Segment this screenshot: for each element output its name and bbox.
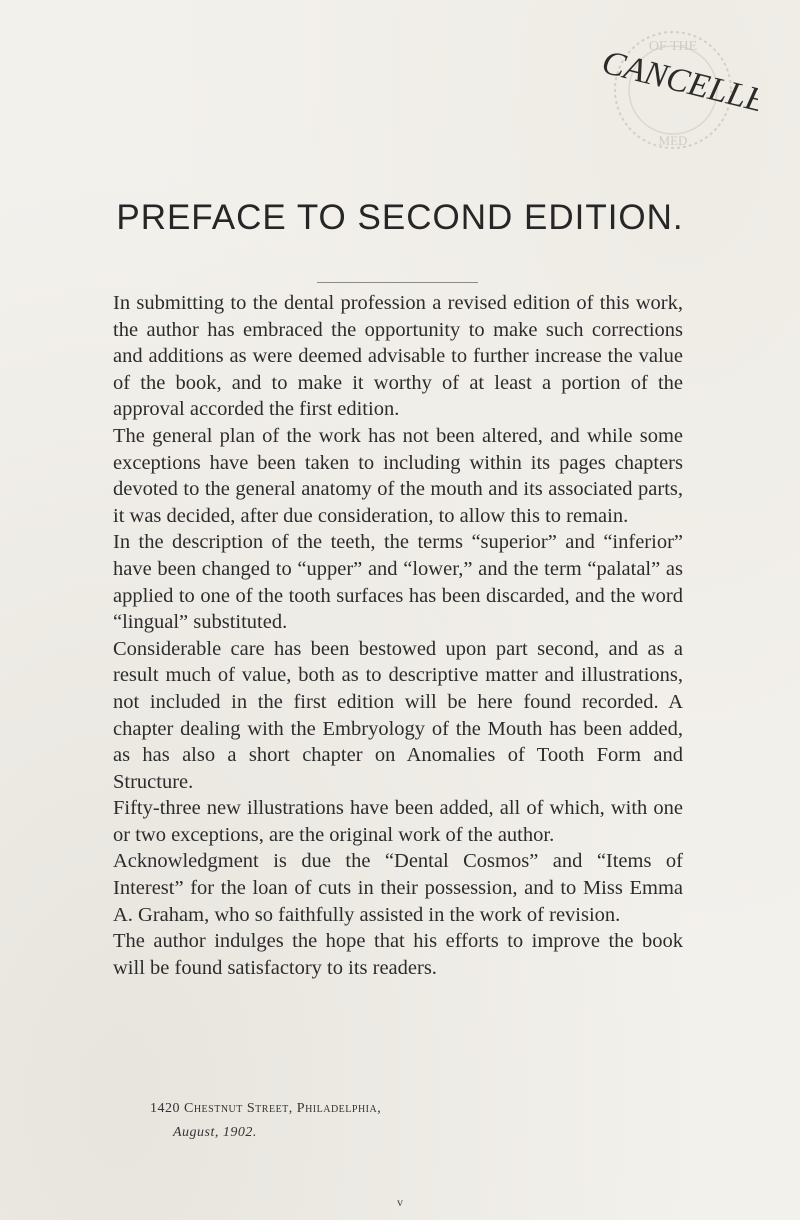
signature-block xyxy=(150,1097,381,1145)
svg-text:CANCELLED: CANCELLED xyxy=(598,43,758,127)
paragraph: Considerable care has been bestowed upon part second, and as a result much of value, both as to descriptive matter and illustrations, not included in the first edition will be here found recorded. A chapter dealing with the Embryology of the Mouth has been added, as has also a short chapter on Anomalies of Tooth Form and Structure. xyxy=(113,637,683,793)
signature-date: August, 1902. xyxy=(173,1125,257,1140)
title-divider xyxy=(317,282,478,283)
paragraph: The author indulges the hope that his efforts to improve the book will be found satisfactory to its readers. xyxy=(113,930,683,979)
paragraph: The general plan of the work has not been altered, and while some exceptions have been taken to including within its pages chapters devoted to the general anatomy of the mouth and its associated parts, it was decided, after due consideration, to allow this to remain. xyxy=(113,424,683,527)
cancelled-stamp-graphic xyxy=(588,30,758,180)
paragraph: In the description of the teeth, the terms “superior” and “inferior” have been changed to “upper” and “lower,” and the term “palatal” as applied to one of the tooth surfaces has been discarded, and the word “lingual” substituted. xyxy=(113,531,683,634)
preface-body xyxy=(113,290,683,981)
page-number: v xyxy=(397,1195,403,1209)
paragraph: Fifty-three new illustrations have been added, all of which, with one or two exceptions, are the original work of the author. xyxy=(113,797,683,846)
paragraph: Acknowledgment is due the “Dental Cosmos” and “Items of Interest” for the loan of cuts in their possession, and to Miss Emma A. Graham, who so faithfully assisted in the work of revision. xyxy=(113,850,683,926)
cancelled-stamp xyxy=(588,30,758,180)
svg-text:MED: MED xyxy=(658,133,688,148)
signature-address: 1420 Chestnut Street, Philadelphia, xyxy=(150,1101,382,1116)
paragraph: In submitting to the dental profession a revised edition of this work, the author has embraced the opportunity to make such corrections and additions as were deemed advisable to further increase the value of the book, and to make it worthy of at least a portion of the approval accorded the first edition. xyxy=(113,292,683,421)
page-title: PREFACE TO SECOND EDITION. xyxy=(116,198,684,237)
svg-text:OF THE: OF THE xyxy=(648,39,698,54)
